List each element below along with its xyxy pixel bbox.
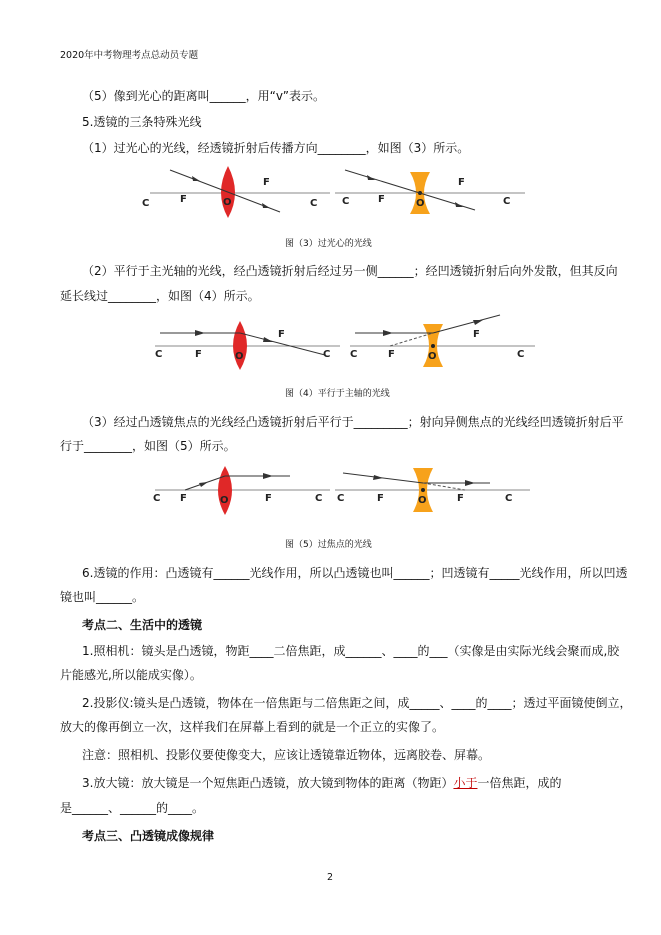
label-f: F [388, 349, 395, 360]
figure-4-parallel-ray [145, 315, 545, 370]
fig3-concave-diagram [335, 170, 525, 214]
text-lens-function-b: 镜也叫______。 [60, 590, 145, 604]
text-focus-ray-b: 行于________，如图（5）所示。 [60, 439, 236, 453]
label-f: F [378, 194, 385, 205]
label-c: C [315, 493, 323, 504]
label-f: F [458, 177, 465, 188]
section-lenses-in-life: 考点二、生活中的透镜 [82, 618, 203, 632]
magnifier-highlight: 小于 [453, 776, 478, 790]
text-optical-center-ray: （1）过光心的光线，经透镜折射后传播方向________，如图（3）所示。 [82, 141, 470, 155]
text-projector-b: 放大的像再倒立一次，这样我们在屏幕上看到的就是一个正立的实像了。 [60, 720, 445, 734]
caption-fig5: 图（5）过焦点的光线 [285, 540, 372, 550]
extension-line [390, 333, 433, 346]
text-camera-b: 片能感光,所以能成实像）。 [60, 668, 202, 682]
optical-center-dot [431, 344, 435, 348]
label-f: F [195, 349, 202, 360]
text-parallel-ray-b: 延长线过________，如图（4）所示。 [60, 289, 260, 303]
optical-center-dot [421, 488, 425, 492]
label-c: C [153, 493, 161, 504]
text-magnifier-a [82, 775, 561, 791]
label-c: C [323, 349, 331, 360]
caption-fig3: 图（3）过光心的光线 [285, 239, 372, 249]
label-f: F [457, 493, 464, 504]
label-o: O [235, 351, 244, 362]
label-c: C [350, 349, 358, 360]
label-f: F [265, 493, 272, 504]
fig5-convex-diagram [153, 466, 330, 515]
fig4-convex-diagram [155, 321, 340, 370]
convex-lens [233, 321, 247, 370]
label-f: F [377, 493, 384, 504]
label-o: O [416, 198, 425, 209]
section-imaging-rules: 考点三、凸透镜成像规律 [82, 829, 215, 843]
label-f: F [278, 329, 285, 340]
text-image-distance: （5）像到光心的距离叫______，用“v”表示。 [82, 89, 325, 103]
label-f: F [473, 329, 480, 340]
fig5-concave-diagram [335, 468, 530, 512]
page-header: 2020年中考物理考点总动员专题 [60, 50, 199, 61]
text-magnifier-b: 是______、______的____。 [60, 801, 205, 815]
label-c: C [517, 349, 525, 360]
label-c: C [337, 493, 345, 504]
fig4-concave-diagram [350, 315, 535, 367]
text-note: 注意：照相机、投影仪要使像变大，应该让透镜靠近物体，远离胶卷、屏幕。 [82, 748, 491, 762]
convex-lens [218, 466, 232, 515]
fig3-convex-diagram [142, 166, 330, 218]
extension-line [423, 483, 465, 490]
text-lens-function-a: 6.透镜的作用：凸透镜有______光线作用，所以凸透镜也叫______；凹透镜有_____光线作用，所以凹透 [82, 566, 628, 580]
label-o: O [428, 351, 437, 362]
text-camera-a: 1.照相机：镜头是凸透镜，物距____二倍焦距，成______、____的___（实像是由实际光线会聚而成,胶 [82, 644, 620, 658]
label-o: O [223, 197, 232, 208]
figure-3-optical-center [130, 160, 530, 218]
section-special-rays: 5.透镜的三条特殊光线 [82, 115, 202, 129]
text-projector-a: 2.投影仪:镜头是凸透镜，物体在一倍焦距与二倍焦距之间，成_____、____的____；透过平面镜使倒立， [82, 696, 632, 710]
magnifier-text-post: 一倍焦距，成的 [477, 776, 562, 790]
figure-5-focus-ray [145, 463, 535, 518]
label-c: C [310, 198, 318, 209]
text-focus-ray-a: （3）经过凸透镜焦点的光线经凸透镜折射后平行于_________；射向异侧焦点的光线经凹透镜折射后平 [82, 415, 624, 429]
label-f: F [180, 194, 187, 205]
label-o: O [418, 495, 427, 506]
label-c: C [142, 198, 150, 209]
label-c: C [155, 349, 163, 360]
label-f: F [263, 177, 270, 188]
label-o: O [220, 495, 229, 506]
label-c: C [342, 196, 350, 207]
text-parallel-ray-a: （2）平行于主光轴的光线，经凸透镜折射后经过另一侧______；经凹透镜折射后向外发散，但其反向 [82, 264, 618, 278]
page-number: 2 [327, 872, 334, 883]
magnifier-text-pre: 3.放大镜：放大镜是一个短焦距凸透镜，放大镜到物体的距离（物距） [82, 776, 454, 790]
label-c: C [505, 493, 513, 504]
label-c: C [503, 196, 511, 207]
label-f: F [180, 493, 187, 504]
caption-fig4: 图（4）平行于主轴的光线 [285, 389, 390, 399]
